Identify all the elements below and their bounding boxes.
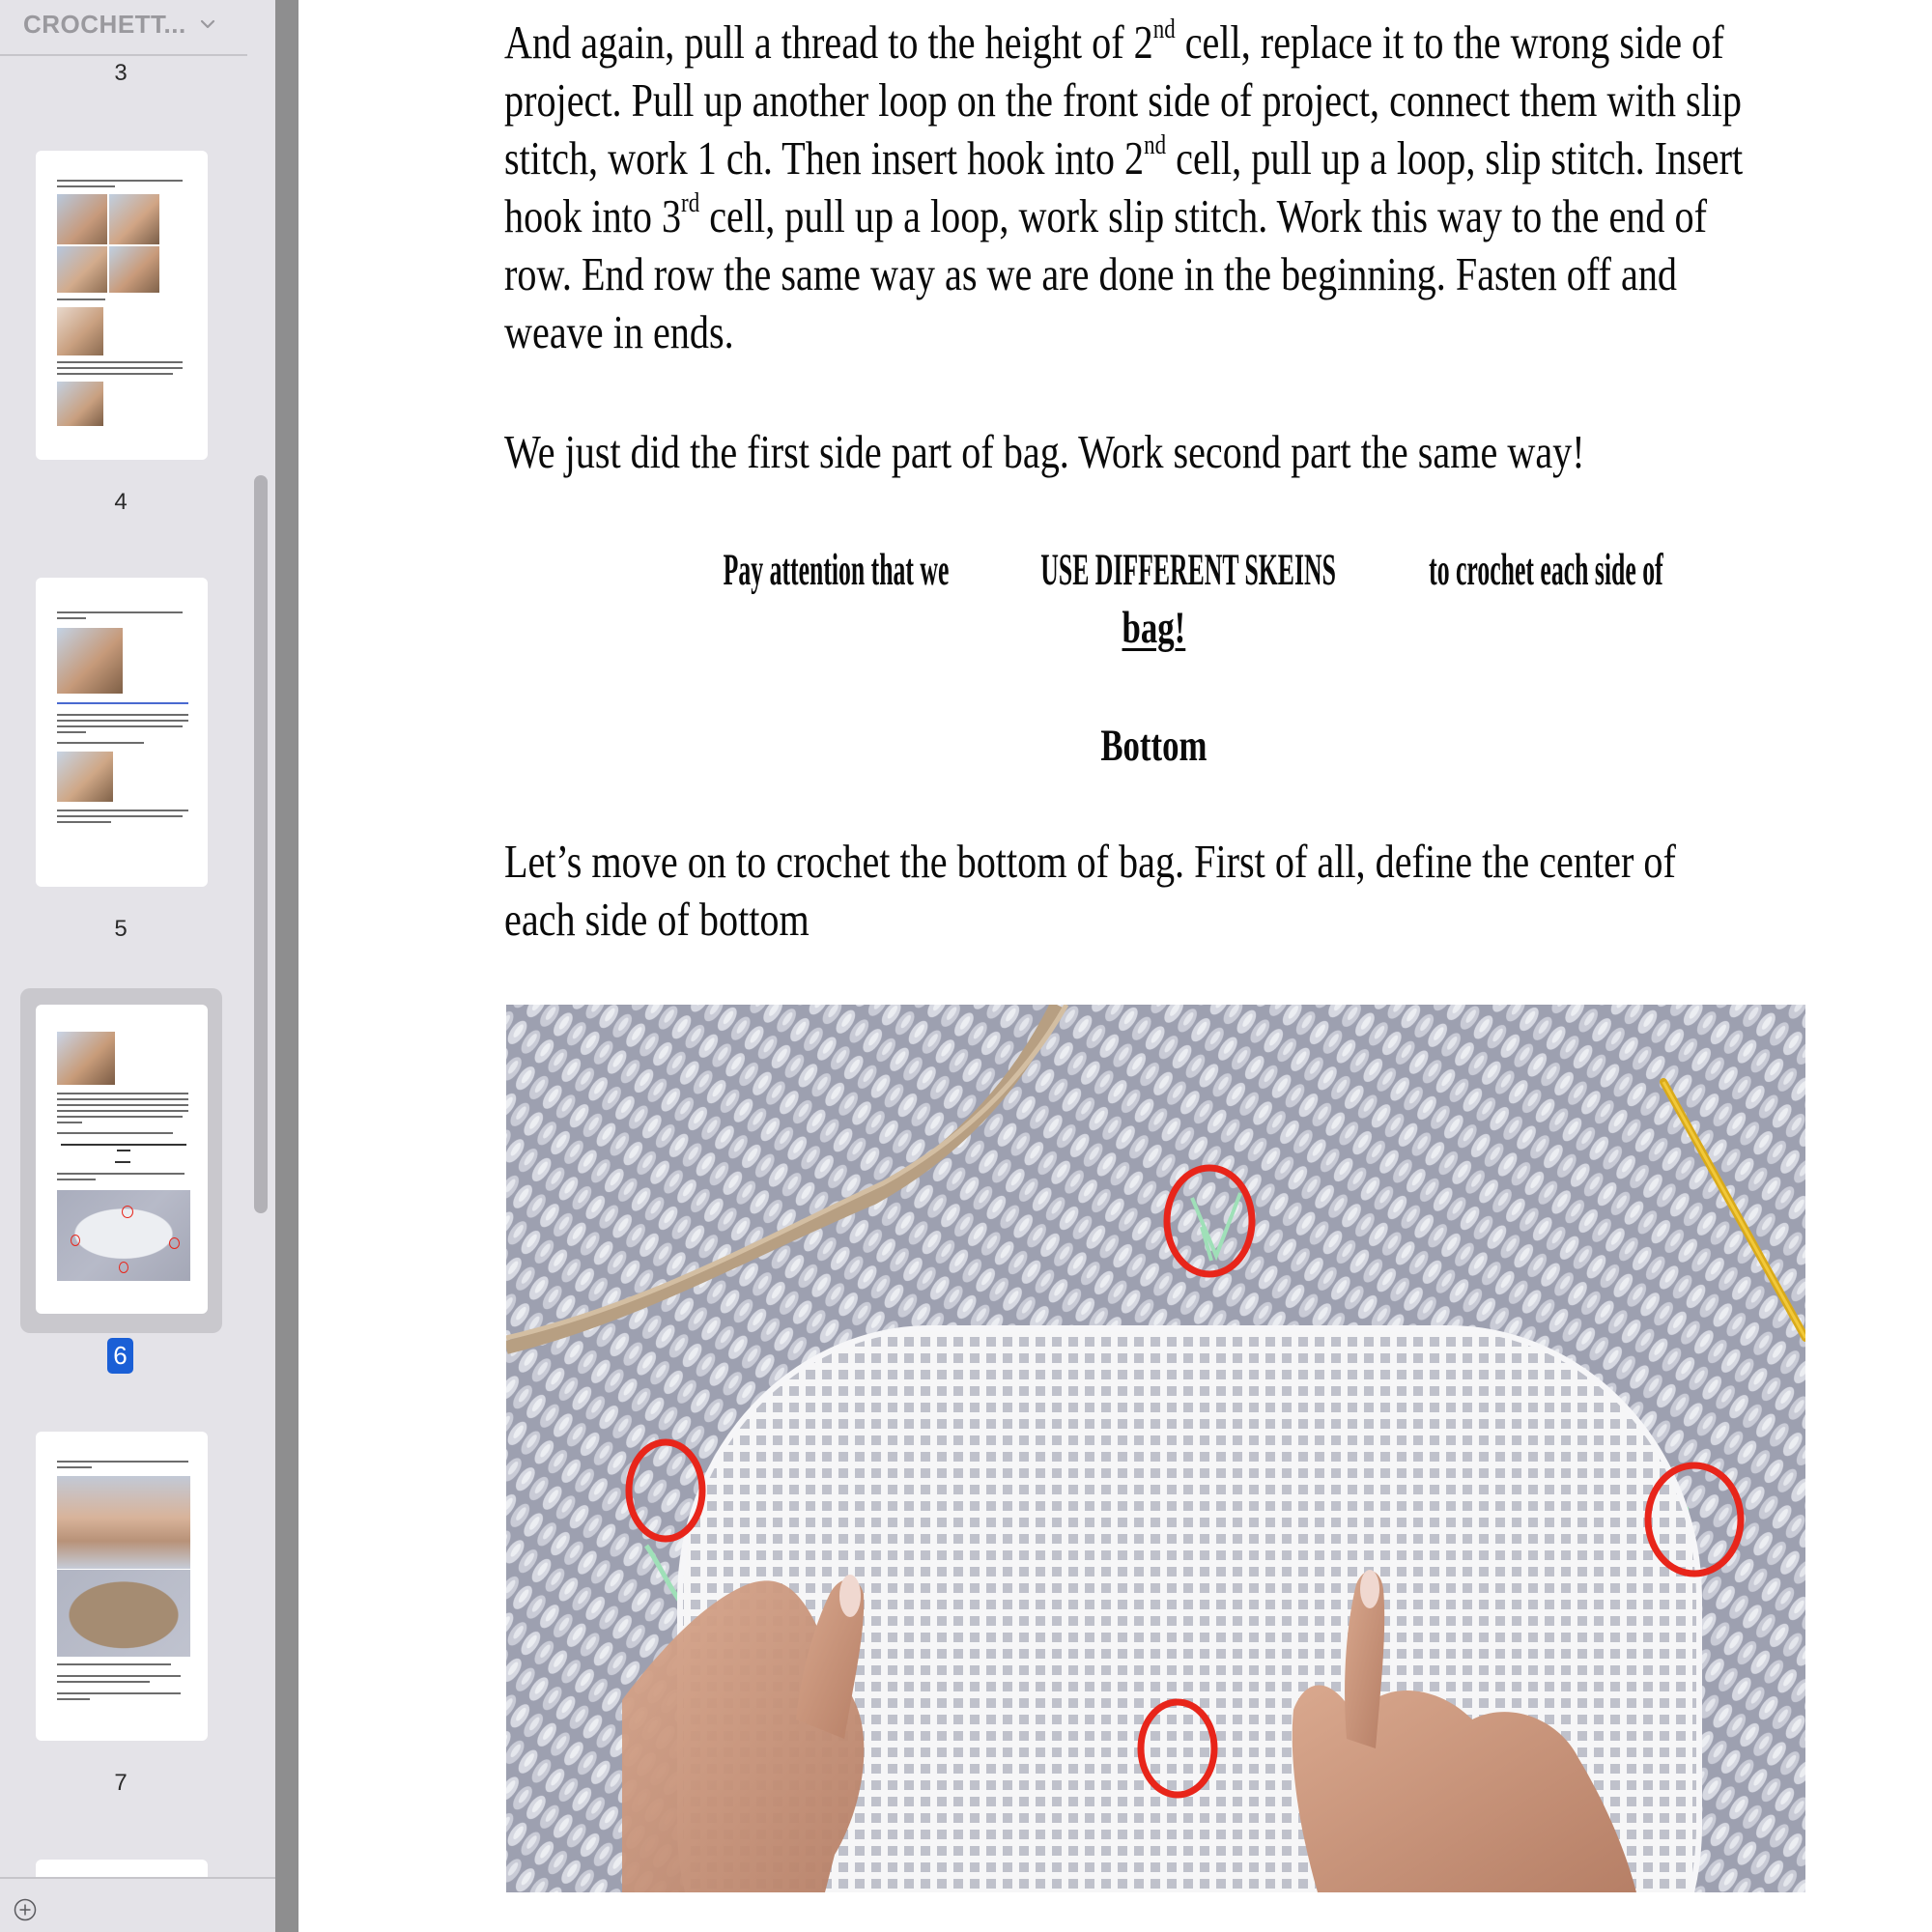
page-label-5: 5 [114,916,128,942]
thumbnail-sidebar [0,0,275,1932]
sidebar-divider[interactable] [275,0,298,1932]
paragraph-bottom-intro: Let’s move on to crochet the bottom of bag. First of all, define the center of each side of bottom [504,835,1676,946]
notice-different-skeins: Pay attention that weUSE DIFFERENT SKEINSto crochet each side of bag! [723,545,1663,653]
page-label-6-selected: 6 [107,1338,133,1374]
page-label-4: 4 [114,489,128,515]
photo-illustration [506,1005,1805,1892]
page-thumbnail-7[interactable] [36,1432,208,1741]
plus-circle-icon[interactable] [14,1898,37,1921]
instruction-photo [506,1005,1805,1892]
page-label-7: 7 [114,1770,128,1796]
paragraph-continuation: And again, pull a thread to the height of 2nd cell, replace it to the wrong side of project. Pull up another loop on the front side of project, connect them with slip stitch, work 1 ch. Then insert hook into 2nd cell, pull up a loop, slip stitch. Insert hook into 3rd cell, pull up a loop, work slip stitch. Work this way to the end of row. End row the same way as we are done in the beginning. Fasten off and weave in ends. [504,14,1744,358]
sidebar-scrollbar[interactable] [254,475,268,1213]
page-label-3: 3 [114,60,128,86]
page-thumbnail-6[interactable] [36,1005,208,1314]
section-heading-bottom: Bottom [1100,721,1208,771]
chevron-down-icon[interactable] [197,14,218,35]
page-thumbnail-3[interactable] [36,151,208,460]
paragraph-second-part: We just did the first side part of bag. Work second part the same way! [504,425,1585,478]
sidebar-footer [0,1877,275,1932]
document-title: CROCHETT... [23,10,186,39]
page-thumbnail-4[interactable] [36,578,208,887]
sidebar-header[interactable] [0,0,247,56]
